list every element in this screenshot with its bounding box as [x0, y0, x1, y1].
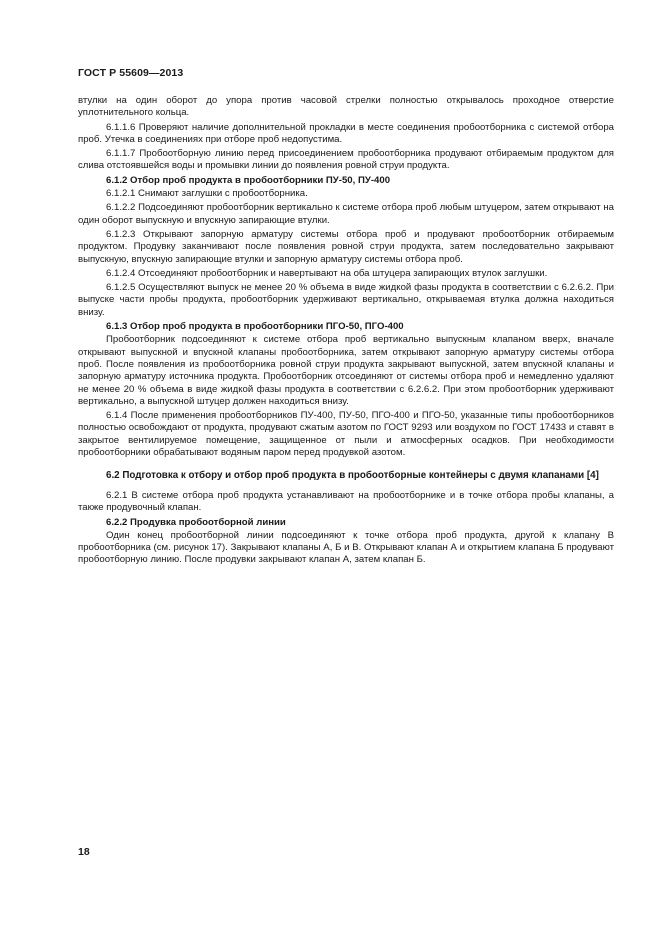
paragraph: 6.1.2.4 Отсоединяют пробоотборник и навертывают на оба штуцера запирающих втулок заглушки.: [106, 267, 548, 279]
page-number: 18: [78, 846, 90, 858]
paragraph: втулки на один оборот до упора против часовой стрелки полностью открывалось проходное отверстие уплотнительного кольца.: [78, 95, 614, 119]
paragraph: 6.1.2.3 Открывают запорную арматуру системы отбора проб и продувают пробоотборник отбираемым продуктом. Продувку заканчивают после появления ровной струи продукта, затем последовательно закрывают выпускную, впускную запирающие втулки и запорную арматуру системы отбора проб.: [78, 228, 614, 265]
paragraph: 6.1.4 После применения пробоотборников ПУ-400, ПУ-50, ПГО-400 и ПГО-50, указанные типы пробоотборников полностью освобождают от продукта, продувают сжатым азотом по ГОСТ 9293 или воздухом по ГОСТ 17433 и ставят в закрытое вентилируемое помещение, защищенное от пыли и атмосферных осадков. При необходимости пробоотборники обрабатывают водяным паром перед продувкой азотом.: [78, 410, 614, 459]
section-heading: 6.1.2 Отбор проб продукта в пробоотборники ПУ-50, ПУ-400: [106, 174, 391, 186]
paragraph: 6.1.2.2 Подсоединяют пробоотборник вертикально к системе отбора проб любым штуцером, затем открывают на один оборот выпускную и впускную запирающие втулки.: [78, 202, 614, 226]
paragraph: Один конец пробоотборной линии подсоединяют к точке отбора проб продукта, другой к клапану В пробоотборника (см. рисунок 17). Закрывают клапаны А, Б и В. Открывают клапан А и открытием клапана Б продувают пробоотборную линию. После продувки закрывают клапан А, затем клапан Б.: [78, 529, 614, 566]
section-heading: 6.2.2 Продувка пробоотборной линии: [106, 516, 286, 528]
page-content: [78, 95, 614, 569]
paragraph: 6.2.1 В системе отбора проб продукта устанавливают на пробоотборнике и в точке отбора пробы клапаны, а также продувочный клапан.: [78, 489, 614, 514]
section-heading-major: 6.2 Подготовка к отбору и отбор проб продукта в пробоотборные контейнеры с двумя клапанами [4]: [106, 470, 599, 482]
paragraph: 6.1.1.7 Пробоотборную линию перед присоединением пробоотборника продувают отбираемым продуктом для слива отстоявшейся воды и промывки линии до появления ровной струи продукта.: [78, 148, 614, 172]
paragraph: Пробоотборник подсоединяют к системе отбора проб вертикально выпускным клапаном вверх, вначале открывают выпускной и впускной клапаны пробоотборника, затем открывают запорную арматуру системы отбора проб. После появления из пробоотборника ровной струи продукта закрывают выпускной, затем впускной клапаны и запорную арматуру источника продукта. Пробоотборник отсоединяют от системы отбора проб и немедленно удаляют не менее 20 % объема в виде жидкой фазы продукта в соответствии с 6.2.6.2. При этом пробоотборник удерживают вертикально, а выпускной штуцер должен находиться внизу.: [78, 334, 614, 407]
page-header: ГОСТ Р 55609—2013: [78, 67, 184, 79]
paragraph: 6.1.2.5 Осуществляют выпуск не менее 20 % объема в виде жидкой фазы продукта в соответствии с 6.2.6.2. При выпуске части пробы продукта, пробоотборник удерживают вертикально, открываемая втулка должна находиться внизу.: [78, 282, 614, 318]
paragraph: 6.1.2.1 Снимают заглушки с пробоотборника.: [106, 188, 308, 200]
paragraph: 6.1.1.6 Проверяют наличие дополнительной прокладки в месте соединения пробоотборника с системой отбора проб. Утечка в соединениях при отборе проб недопустима.: [78, 121, 614, 145]
section-heading: 6.1.3 Отбор проб продукта в пробоотборники ПГО-50, ПГО-400: [106, 321, 404, 333]
